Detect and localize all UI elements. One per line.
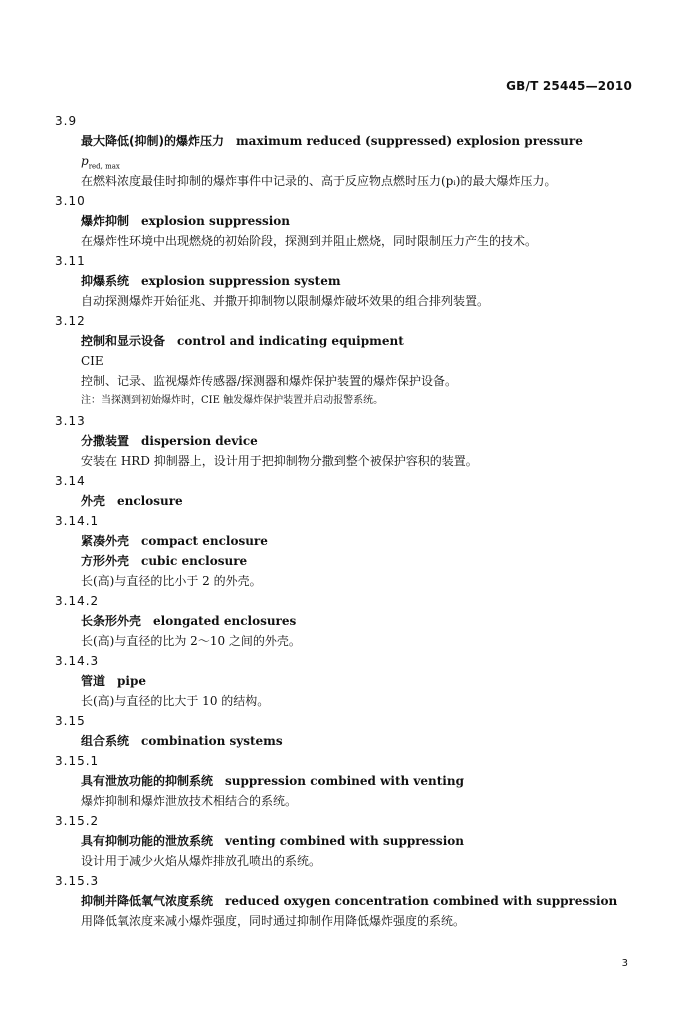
page-number: 3 [621, 958, 628, 969]
term-symbol [81, 151, 671, 171]
term-line [81, 891, 671, 911]
section-3-9 [0, 111, 698, 191]
section-number: 3.12 [55, 314, 86, 328]
term-chinese: 紧凑外壳 [81, 534, 130, 548]
definition-text: 在爆炸性环境中出现燃烧的初始阶段，探测到并阻止燃烧，同时限制压力产生的技术。 [81, 234, 538, 248]
definition-text: 长(高)与直径的比为 2～10 之间的外壳。 [81, 634, 301, 648]
section-3-15-1 [0, 751, 698, 811]
section-3-13 [0, 411, 698, 471]
symbol-base: p [81, 154, 89, 168]
abbreviation: CIE [81, 354, 104, 368]
section-number: 3.14.2 [55, 594, 100, 608]
section-number: 3.9 [55, 114, 78, 128]
term-english: pipe [117, 674, 146, 688]
section-3-12 [0, 311, 698, 411]
term-english: combination systems [141, 734, 283, 748]
term-english: suppression combined with venting [225, 774, 464, 788]
definition-text: 在燃料浓度最佳时抑制的爆炸事件中记录的、高于反应物点燃时压力(pᵢ)的最大爆炸压力。 [81, 174, 557, 188]
term-line [81, 731, 671, 751]
term-chinese: 管道 [81, 674, 106, 688]
section-number: 3.14 [55, 474, 86, 488]
section-number: 3.15.1 [55, 754, 100, 768]
term-chinese: 方形外壳 [81, 554, 130, 568]
term-line [81, 431, 671, 451]
term-line-alt [81, 551, 671, 571]
section-3-14 [0, 471, 698, 511]
term-english: explosion suppression system [141, 274, 341, 288]
term-chinese: 最大降低(抑制)的爆炸压力 [81, 134, 224, 148]
definition-text: 长(高)与直径的比大于 10 的结构。 [81, 694, 270, 708]
term-line [81, 531, 671, 551]
term-english: cubic enclosure [141, 554, 248, 568]
term-chinese: 控制和显示设备 [81, 334, 166, 348]
definition-text: 爆炸抑制和爆炸泄放技术相结合的系统。 [81, 794, 298, 808]
term-english: compact enclosure [141, 534, 268, 548]
term-english: explosion suppression [141, 214, 290, 228]
section-number: 3.15 [55, 714, 86, 728]
definition-text: 自动探测爆炸开始征兆、并撒开抑制物以限制爆炸破坏效果的组合排列装置。 [81, 294, 490, 308]
section-number: 3.14.3 [55, 654, 100, 668]
definition-text: 安装在 HRD 抑制器上，设计用于把抑制物分撒到整个被保护容积的装置。 [81, 454, 478, 468]
definition-text: 用降低氧浓度来减小爆炸强度，同时通过抑制作用降低爆炸强度的系统。 [81, 914, 466, 928]
term-line [81, 271, 671, 291]
definition-text: 长(高)与直径的比小于 2 的外壳。 [81, 574, 262, 588]
section-3-14-2 [0, 591, 698, 651]
standard-number: GB/T 25445—2010 [506, 79, 632, 93]
definition-text: 控制、记录、监视爆炸传感器/探测器和爆炸保护装置的爆炸保护设备。 [81, 374, 458, 388]
symbol-subscript: red, max [88, 162, 120, 171]
section-3-11 [0, 251, 698, 311]
term-line [81, 211, 671, 231]
term-chinese: 具有泄放功能的抑制系统 [81, 774, 214, 788]
section-3-10 [0, 191, 698, 251]
term-line [81, 131, 671, 151]
section-3-15-2 [0, 811, 698, 871]
section-number: 3.15.2 [55, 814, 100, 828]
section-3-15 [0, 711, 698, 751]
term-chinese: 具有抑制功能的泄放系统 [81, 834, 214, 848]
term-chinese: 长条形外壳 [81, 614, 142, 628]
term-chinese: 分撒装置 [81, 434, 130, 448]
section-number: 3.10 [55, 194, 86, 208]
section-number: 3.11 [55, 254, 86, 268]
term-chinese: 爆炸抑制 [81, 214, 130, 228]
term-english: maximum reduced (suppressed) explosion pressure [235, 134, 583, 148]
term-line [81, 771, 671, 791]
term-line [81, 611, 671, 631]
term-line [81, 671, 671, 691]
term-chinese: 组合系统 [81, 734, 130, 748]
term-line [81, 331, 671, 351]
section-number: 3.14.1 [55, 514, 100, 528]
note-text: 注：当探测到初始爆炸时，CIE 触发爆炸保护装置并启动报警系统。 [81, 395, 384, 406]
term-chinese: 抑爆系统 [81, 274, 130, 288]
term-english: reduced oxygen concentration combined with suppression [225, 894, 618, 908]
term-line [81, 491, 671, 511]
section-3-15-3 [0, 871, 698, 931]
term-english: enclosure [117, 494, 183, 508]
term-english: elongated enclosures [153, 614, 297, 628]
term-chinese: 抑制并降低氧气浓度系统 [81, 894, 214, 908]
definition-text: 设计用于减少火焰从爆炸排放孔喷出的系统。 [81, 854, 322, 868]
term-english: dispersion device [141, 434, 258, 448]
term-english: venting combined with suppression [225, 834, 464, 848]
term-line [81, 831, 671, 851]
section-number: 3.15.3 [55, 874, 100, 888]
section-number: 3.13 [55, 414, 86, 428]
term-english: control and indicating equipment [177, 334, 404, 348]
section-3-14-1 [0, 511, 698, 591]
document-body [0, 111, 698, 931]
section-3-14-3 [0, 651, 698, 711]
term-chinese: 外壳 [81, 494, 106, 508]
